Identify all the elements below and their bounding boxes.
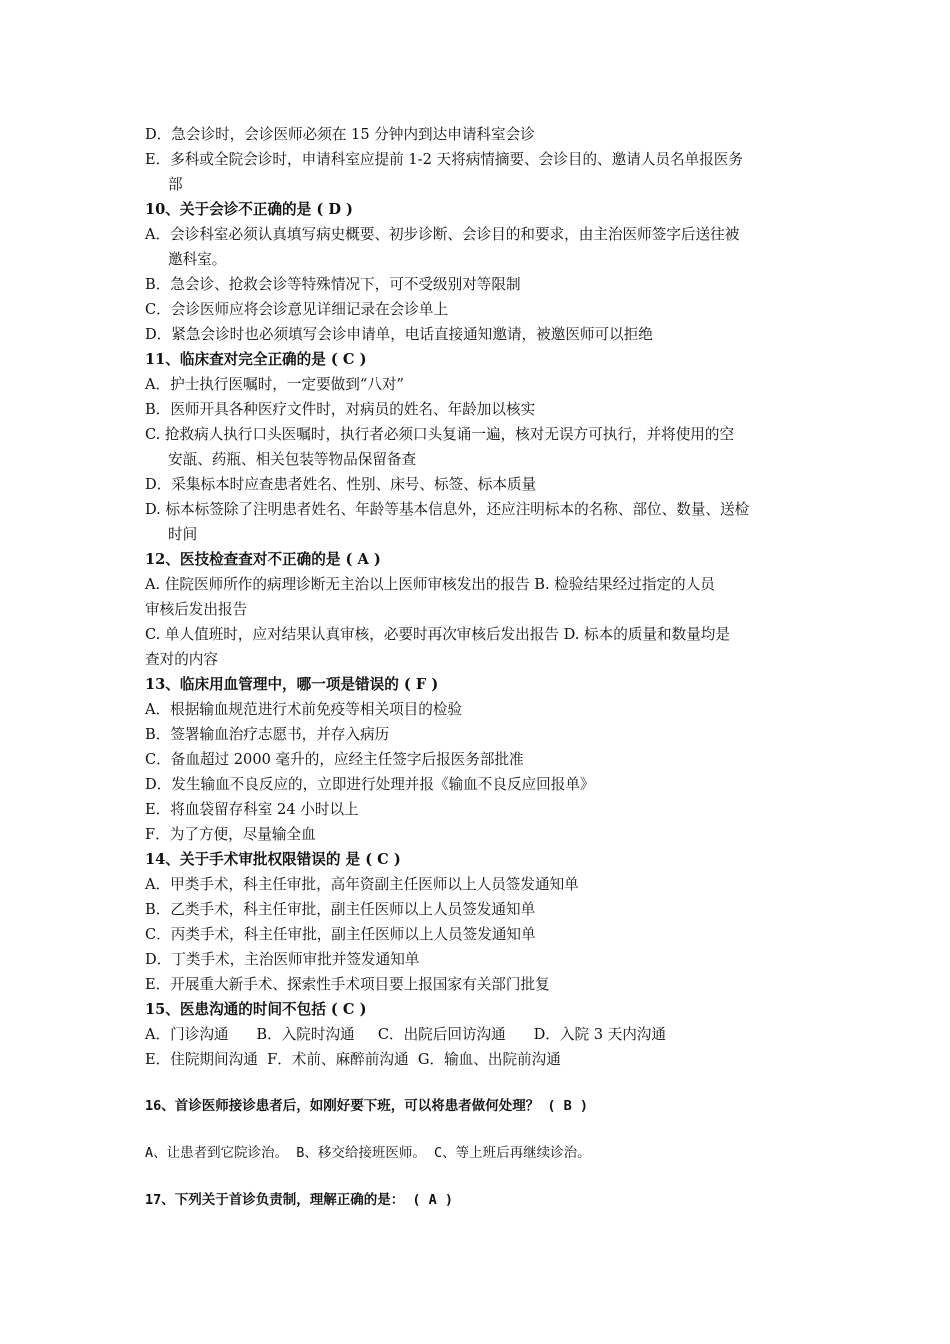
q10-option-a-continued: 邀科室。 — [168, 251, 227, 268]
q13-title: 13、临床用血管理中，哪一项是错误的 ( F ) — [145, 676, 439, 693]
q13-option-c: C．备血超过 2000 毫升的，应经主任签字后报医务部批准 — [145, 751, 524, 768]
q16-title: 16、首诊医师接诊患者后，如刚好要下班，可以将患者做何处理？ ( B ) — [145, 1098, 589, 1114]
q14-option-a: A．甲类手术，科主任审批，高年资副主任医师以上人员签发通知单 — [145, 876, 579, 893]
q13-option-e: E．将血袋留存科室 24 小时以上 — [145, 801, 359, 818]
q13-option-b: B．签署输血治疗志愿书，并存入病历 — [145, 726, 390, 743]
q13-option-d: D．发生输血不良反应的，立即进行处理并报《输血不良反应回报单》 — [145, 776, 595, 793]
q15-options-row-2: E．住院期间沟通 F．术前、麻醉前沟通 G．输血、出院前沟通 — [145, 1051, 561, 1068]
q12-option-cd-continued: 查对的内容 — [145, 651, 218, 668]
q13-option-f: F．为了方便，尽量输全血 — [145, 826, 316, 843]
q17-title: 17、下列关于首诊负责制，理解正确的是： ( A ) — [145, 1192, 454, 1208]
q14-option-b: B．乙类手术，科主任审批，副主任医师以上人员签发通知单 — [145, 901, 536, 918]
q11-option-d: D．采集标本时应查患者姓名、性别、床号、标签、标本质量 — [145, 476, 537, 493]
q14-option-e: E．开展重大新手术、探索性手术项目要上报国家有关部门批复 — [145, 976, 550, 993]
q10-option-c: C．会诊医师应将会诊意见详细记录在会诊单上 — [145, 301, 449, 318]
document-page — [145, 122, 810, 1213]
q11-title: 11、临床查对完全正确的是 ( C ) — [145, 351, 367, 368]
q10-option-b: B．急会诊、抢救会诊等特殊情况下，可不受级别对等限制 — [145, 276, 521, 293]
q14-option-c: C．丙类手术，科主任审批，副主任医师以上人员签发通知单 — [145, 926, 536, 943]
q16-options: A、让患者到它院诊治。 B、移交给接班医师。 C、等上班后再继续诊治。 — [145, 1145, 591, 1161]
q10-option-a: A．会诊科室必须认真填写病史概要、初步诊断、会诊目的和要求，由主治医师签字后送往被 — [145, 226, 740, 243]
q11-option-c-continued: 安瓿、药瓶、相关包装等物品保留备查 — [168, 451, 417, 468]
q12-option-ab: A. 住院医师所作的病理诊断无主治以上医师审核发出的报告 B. 检验结果经过指定的人员 — [145, 576, 715, 593]
q11-option-d2-continued: 时间 — [168, 526, 198, 543]
q15-title: 15、医患沟通的时间不包括 ( C ) — [145, 1001, 367, 1018]
q11-option-d2: D. 标本标签除了注明患者姓名、年龄等基本信息外，还应注明标本的名称、部位、数量、送检 — [145, 501, 750, 518]
q13-option-a: A．根据输血规范进行术前免疫等相关项目的检验 — [145, 701, 463, 718]
q14-option-d: D．丁类手术，主治医师审批并签发通知单 — [145, 951, 420, 968]
q10-title: 10、关于会诊不正确的是 ( D ) — [145, 201, 353, 218]
q11-option-a: A．护士执行医嘱时，一定要做到“八对” — [145, 376, 404, 393]
q9-option-d: D．急会诊时，会诊医师必须在 15 分钟内到达申请科室会诊 — [145, 126, 535, 143]
q9-option-e: E．多科或全院会诊时，申请科室应提前 1-2 天将病情摘要、会诊目的、邀请人员名单报医务 — [145, 151, 743, 168]
q14-title: 14、关于手术审批权限错误的 是 ( C ) — [145, 851, 401, 868]
spacer — [145, 1166, 810, 1188]
q10-option-d: D．紧急会诊时也必须填写会诊申请单，电话直接通知邀请，被邀医师可以拒绝 — [145, 326, 653, 343]
q11-option-c: C. 抢救病人执行口头医嘱时，执行者必须口头复诵一遍，核对无误方可执行，并将使用的空 — [145, 426, 735, 443]
spacer — [145, 1119, 810, 1141]
q11-option-b: B．医师开具各种医疗文件时，对病员的姓名、年龄加以核实 — [145, 401, 536, 418]
q12-title: 12、医技检查查对不正确的是 ( A ) — [145, 551, 381, 568]
q9-option-e-continued: 部 — [168, 176, 183, 193]
q12-option-ab-continued: 审核后发出报告 — [145, 601, 248, 618]
spacer — [145, 1072, 810, 1094]
q15-options-row-1: A．门诊沟通 B．入院时沟通 C．出院后回访沟通 D．入院 3 天内沟通 — [145, 1026, 666, 1043]
q12-option-cd: C. 单人值班时，应对结果认真审核，必要时再次审核后发出报告 D. 标本的质量和数量均是 — [145, 626, 730, 643]
